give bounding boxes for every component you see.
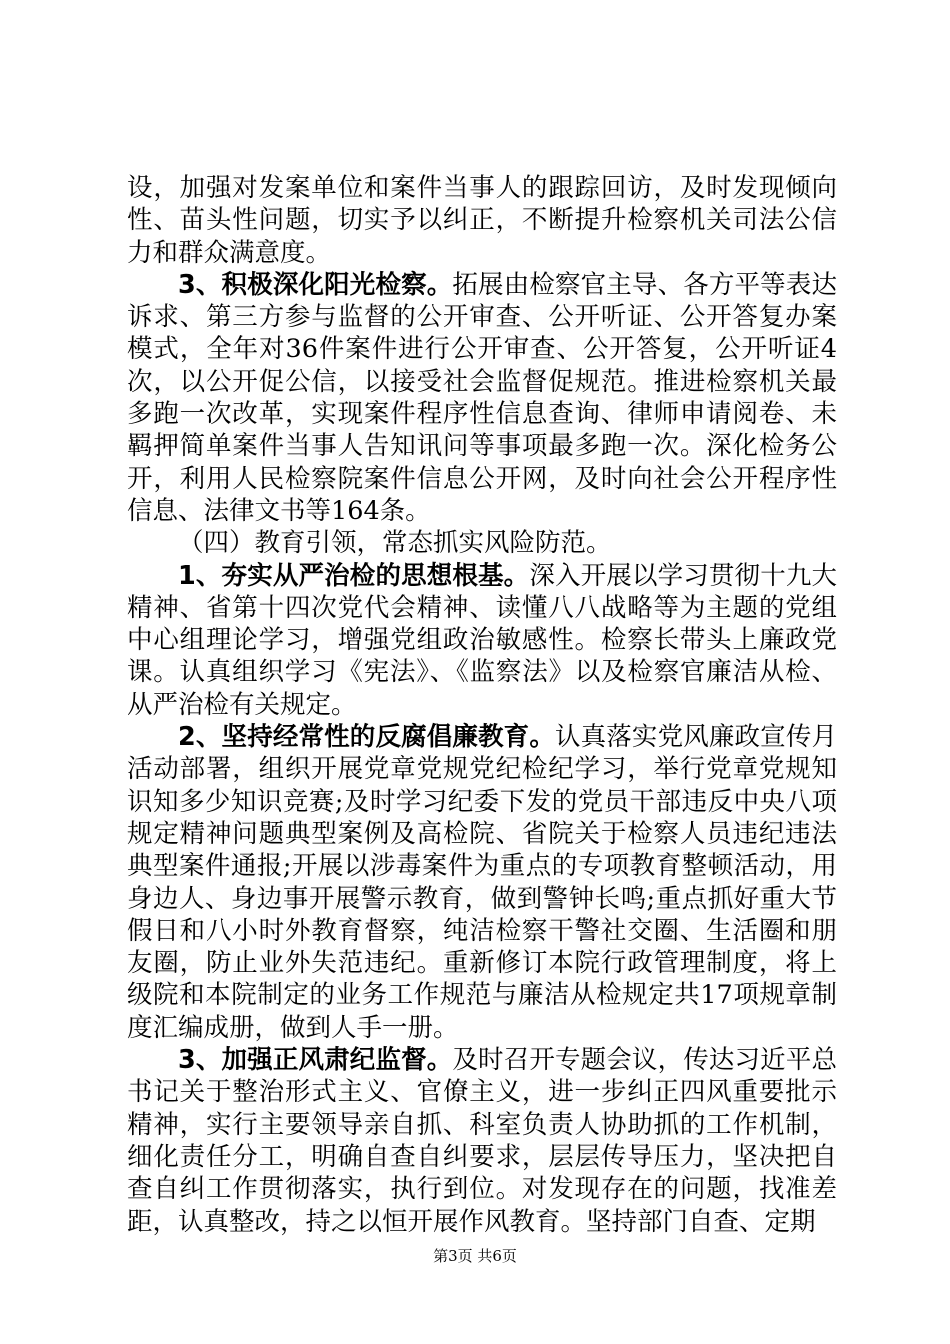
paragraph-discipline-supervision [127, 1044, 837, 1238]
paragraph-sunshine-procuratorate [127, 269, 837, 527]
paragraph-ideological-foundation [127, 560, 837, 721]
paragraph-text: 认真落实党风廉政宣传月活动部署，组织开展党章党规党纪检纪学习，举行党章党规知识知多少知识竞赛;及时学习纪委下发的党员干部违反中央八项规定精神问题典型案例及高检院、省院关于检察人员违纪违法典型案件通报;开展以涉毒案件为重点的专项教育整顿活动，用身边人、身边事开展警示教育，做到警钟长鸣;重点抓好重大节假日和八小时外教育督察，纯洁检察干警社交圈、生活圈和朋友圈，防止业外失范违纪。重新修订本院行政管理制度，将上级院和本院制定的业务工作规范与廉洁从检规定共17项规章制度汇编成册，做到人手一册。 [127, 722, 837, 1043]
paragraph-lead: 3、加强正风肃纪监督。 [178, 1045, 453, 1076]
paragraph-anti-corruption-education [127, 721, 837, 1044]
page-footer: 第3页 共6页 [433, 1247, 517, 1265]
paragraph-text: 及时召开专题会议，传达习近平总书记关于整治形式主义、官僚主义，进一步纠正四风重要批示精神，实行主要领导亲自抓、科室负责人协助抓的工作机制，细化责任分工，明确自查自纠要求，层层传导压力，坚决把自查自纠工作贯彻落实，执行到位。对发现存在的问题，找准差距，认真整改，持之以恒开展作风教育。坚持部门自查、定期 [127, 1045, 837, 1237]
section-heading-4: （四）教育引领，常态抓实风险防范。 [178, 528, 612, 559]
paragraph-lead: 2、坚持经常性的反腐倡廉教育。 [178, 722, 555, 753]
paragraph-lead: 1、夯实从严治检的思想根基。 [178, 560, 530, 591]
paragraph-text: 拓展由检察官主导、各方平等表达诉求、第三方参与监督的公开审查、公开听证、公开答复办案模式，全年对36件案件进行公开审查、公开答复，公开听证4次，以公开促公信，以接受社会监督促规范。推进检察机关最多跑一次改革，实现案件程序性信息查询、律师申请阅卷、未羁押简单案件当事人告知讯问等事项最多跑一次。深化检务公开，利用人民检察院案件信息公开网，及时向社会公开程序性信息、法律文书等164条。 [127, 269, 837, 526]
paragraph-continued: 设，加强对发案单位和案件当事人的跟踪回访，及时发现倾向性、苗头性问题，切实予以纠正，不断提升检察机关司法公信力和群众满意度。 [127, 173, 837, 268]
paragraph-text: 深入开展以学习贯彻十九大精神、省第十四次党代会精神、读懂八八战略等为主题的党组中心组理论学习，增强党组政治敏感性。检察长带头上廉政党课。认真组织学习《宪法》、《监察法》以及检察官廉洁从检、从严治检有关规定。 [127, 560, 837, 720]
paragraph-lead: 3、积极深化阳光检察。 [178, 269, 453, 300]
document-body [127, 172, 837, 1238]
